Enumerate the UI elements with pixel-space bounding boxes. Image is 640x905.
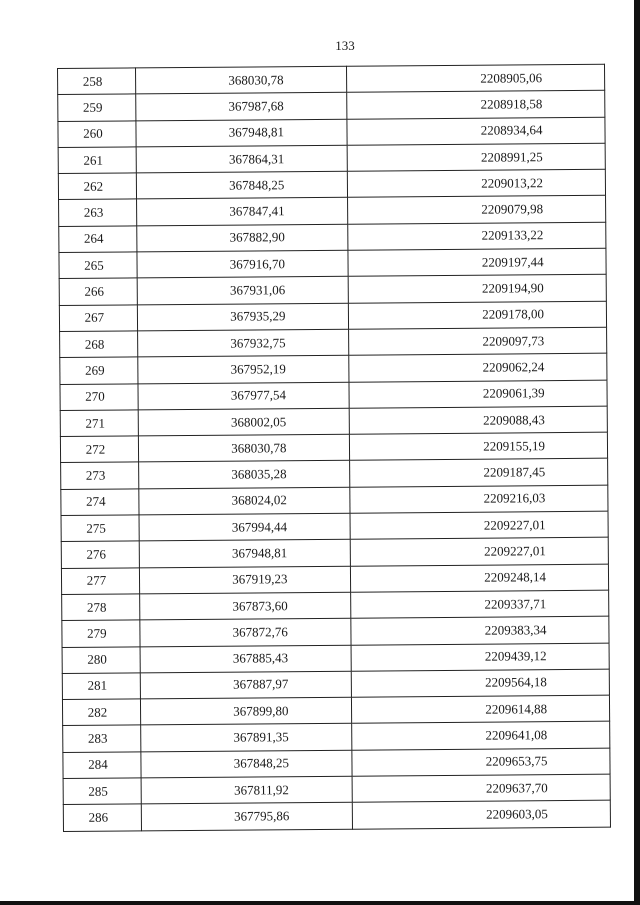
point-number-cell: 268 <box>60 331 138 358</box>
y-coordinate-cell: 2209155,19 <box>349 432 607 460</box>
table-row <box>63 800 610 831</box>
y-coordinate-cell: 2208905,06 <box>346 64 604 92</box>
coordinates-table <box>57 64 611 832</box>
y-coordinate-cell: 2208918,58 <box>346 90 604 118</box>
point-number-cell: 285 <box>63 778 141 805</box>
y-coordinate-cell: 2209133,22 <box>348 222 606 250</box>
y-coordinate-cell: 2209603,05 <box>352 800 610 828</box>
x-coordinate-cell: 367935,29 <box>137 303 348 331</box>
y-coordinate-cell: 2209079,98 <box>347 196 605 224</box>
point-number-cell: 262 <box>58 173 136 200</box>
y-coordinate-cell: 2209248,14 <box>350 564 608 592</box>
x-coordinate-cell: 367948,81 <box>139 540 350 568</box>
x-coordinate-cell: 367848,25 <box>141 750 352 778</box>
point-number-cell: 280 <box>62 646 140 673</box>
y-coordinate-cell: 2209062,24 <box>349 353 607 381</box>
scan-edge-bottom <box>0 901 640 905</box>
point-number-cell: 284 <box>63 752 141 779</box>
point-number-cell: 275 <box>61 515 139 542</box>
y-coordinate-cell: 2209641,08 <box>351 722 609 750</box>
y-coordinate-cell: 2209637,70 <box>352 774 610 802</box>
y-coordinate-cell: 2209227,01 <box>350 511 608 539</box>
y-coordinate-cell: 2209227,01 <box>350 538 608 566</box>
point-number-cell: 277 <box>61 568 139 595</box>
point-number-cell: 279 <box>62 620 140 647</box>
x-coordinate-cell: 367948,81 <box>136 119 347 147</box>
point-number-cell: 261 <box>58 147 136 174</box>
point-number-cell: 263 <box>59 199 137 226</box>
y-coordinate-cell: 2208991,25 <box>347 143 605 171</box>
x-coordinate-cell: 368030,78 <box>135 66 346 94</box>
x-coordinate-cell: 367885,43 <box>140 645 351 673</box>
x-coordinate-cell: 368035,28 <box>138 461 349 489</box>
x-coordinate-cell: 367987,68 <box>136 93 347 121</box>
point-number-cell: 286 <box>63 804 141 831</box>
point-number-cell: 267 <box>59 305 137 332</box>
x-coordinate-cell: 367952,19 <box>138 355 349 383</box>
point-number-cell: 278 <box>62 594 140 621</box>
x-coordinate-cell: 367919,23 <box>139 566 350 594</box>
x-coordinate-cell: 367891,35 <box>141 724 352 752</box>
point-number-cell: 260 <box>58 120 136 147</box>
x-coordinate-cell: 368024,02 <box>139 487 350 515</box>
x-coordinate-cell: 367899,80 <box>140 697 351 725</box>
x-coordinate-cell: 367811,92 <box>141 776 352 804</box>
y-coordinate-cell: 2209614,88 <box>351 695 609 723</box>
y-coordinate-cell: 2209194,90 <box>348 275 606 303</box>
x-coordinate-cell: 367916,70 <box>137 250 348 278</box>
x-coordinate-cell: 367977,54 <box>138 382 349 410</box>
y-coordinate-cell: 2209197,44 <box>348 248 606 276</box>
x-coordinate-cell: 367873,60 <box>140 592 351 620</box>
point-number-cell: 270 <box>60 383 138 410</box>
y-coordinate-cell: 2209013,22 <box>347 169 605 197</box>
y-coordinate-cell: 2209178,00 <box>348 301 606 329</box>
point-number-cell: 281 <box>62 673 140 700</box>
x-coordinate-cell: 367848,25 <box>136 171 347 199</box>
y-coordinate-cell: 2209337,71 <box>350 590 608 618</box>
x-coordinate-cell: 367882,90 <box>137 224 348 252</box>
x-coordinate-cell: 367872,76 <box>140 618 351 646</box>
y-coordinate-cell: 2209653,75 <box>352 748 610 776</box>
x-coordinate-cell: 367931,06 <box>137 277 348 305</box>
y-coordinate-cell: 2209088,43 <box>349 406 607 434</box>
x-coordinate-cell: 367847,41 <box>136 198 347 226</box>
x-coordinate-cell: 367795,86 <box>141 803 352 831</box>
point-number-cell: 259 <box>58 94 136 121</box>
point-number-cell: 274 <box>61 489 139 516</box>
point-number-cell: 269 <box>60 357 138 384</box>
point-number-cell: 273 <box>61 462 139 489</box>
y-coordinate-cell: 2209383,34 <box>351 616 609 644</box>
point-number-cell: 271 <box>60 410 138 437</box>
point-number-cell: 276 <box>61 541 139 568</box>
x-coordinate-cell: 367932,75 <box>137 329 348 357</box>
point-number-cell: 266 <box>59 278 137 305</box>
x-coordinate-cell: 367994,44 <box>139 513 350 541</box>
point-number-cell: 283 <box>63 725 141 752</box>
scan-edge-right <box>634 0 640 905</box>
x-coordinate-cell: 368002,05 <box>138 408 349 436</box>
y-coordinate-cell: 2208934,64 <box>347 117 605 145</box>
page-number: 133 <box>335 38 355 53</box>
point-number-cell: 258 <box>58 68 136 95</box>
y-coordinate-cell: 2209439,12 <box>351 643 609 671</box>
y-coordinate-cell: 2209097,73 <box>348 327 606 355</box>
x-coordinate-cell: 367887,97 <box>140 671 351 699</box>
y-coordinate-cell: 2209564,18 <box>351 669 609 697</box>
y-coordinate-cell: 2209216,03 <box>350 485 608 513</box>
y-coordinate-cell: 2209061,39 <box>349 380 607 408</box>
y-coordinate-cell: 2209187,45 <box>349 459 607 487</box>
point-number-cell: 272 <box>60 436 138 463</box>
point-number-cell: 265 <box>59 252 137 279</box>
coordinates-table-body <box>58 64 611 831</box>
x-coordinate-cell: 368030,78 <box>138 434 349 462</box>
point-number-cell: 282 <box>62 699 140 726</box>
point-number-cell: 264 <box>59 226 137 253</box>
x-coordinate-cell: 367864,31 <box>136 145 347 173</box>
